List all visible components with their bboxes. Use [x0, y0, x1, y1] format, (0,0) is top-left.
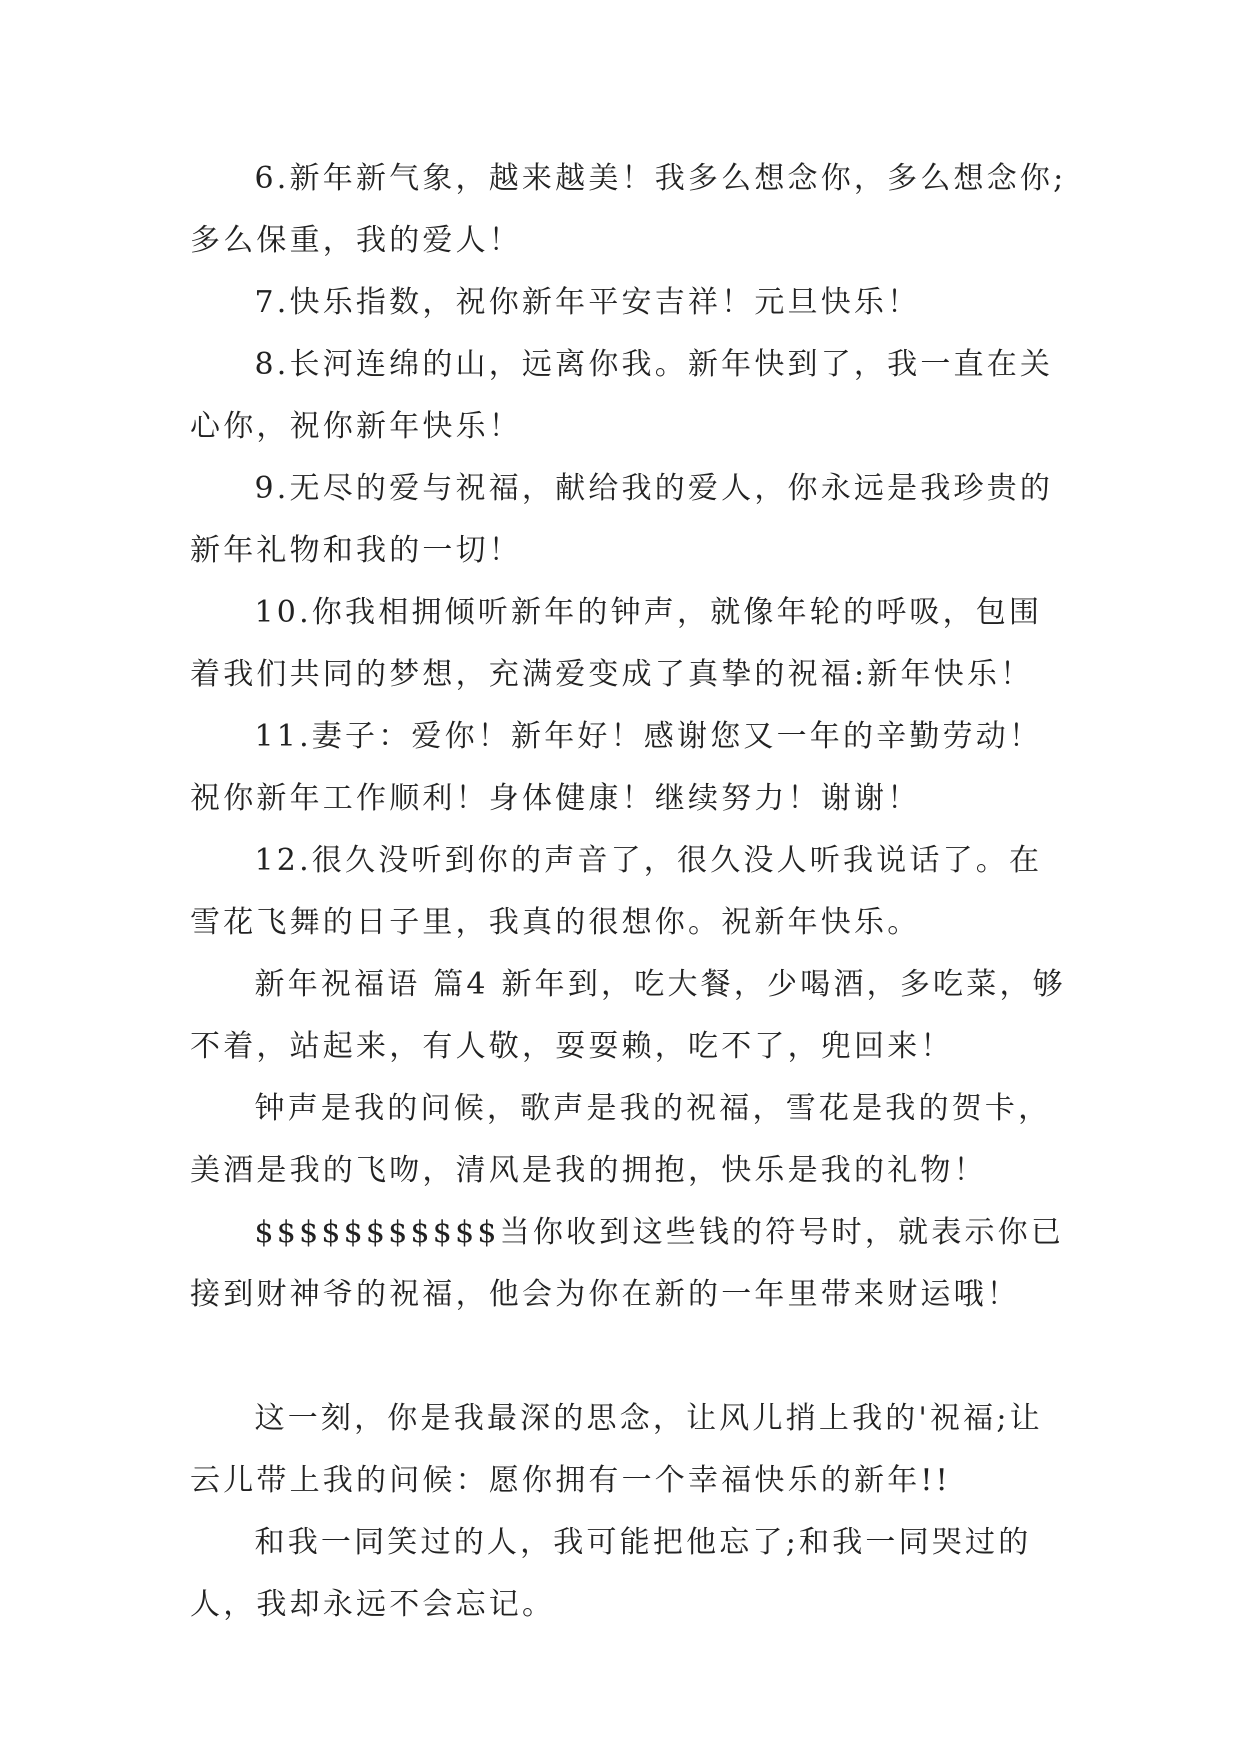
paragraph: 12.很久没听到你的声音了，很久没人听我说话了。在雪花飞舞的日子里，我真的很想你。祝新年快乐。: [190, 843, 1043, 940]
paragraph: 和我一同笑过的人，我可能把他忘了;和我一同哭过的人，我却永远不会忘记。: [190, 1525, 1032, 1622]
paragraph: 6.新年新气象，越来越美！我多么想念你，多么想念你;多么保重，我的爱人！: [190, 161, 1067, 258]
document-body: [190, 148, 1070, 1636]
paragraph-spacer: [190, 1326, 1070, 1388]
paragraph: 9.无尽的爱与祝福，献给我的爱人，你永远是我珍贵的新年礼物和我的一切！: [190, 471, 1054, 568]
paragraph: 10.你我相拥倾听新年的钟声，就像年轮的呼吸，包围着我们共同的梦想，充满爱变成了真挚的祝福:新年快乐！: [190, 595, 1043, 692]
paragraph: 8.长河连绵的山，远离你我。新年快到了，我一直在关心你，祝你新年快乐！: [190, 347, 1054, 444]
paragraph: 钟声是我的问候，歌声是我的祝福，雪花是我的贺卡，美酒是我的飞吻，清风是我的拥抱，快乐是我的礼物！: [190, 1091, 1052, 1188]
paragraph: 新年祝福语 篇4 新年到，吃大餐，少喝酒，多吃菜，够不着，站起来，有人敬，耍耍赖，吃不了，兜回来！: [190, 967, 1066, 1064]
paragraph: $$$$$$$$$$$当你收到这些钱的符号时，就表示你已接到财神爷的祝福，他会为你在新的一年里带来财运哦！: [190, 1215, 1065, 1312]
paragraph: 7.快乐指数，祝你新年平安吉祥！元旦快乐！: [254, 285, 921, 320]
paragraph: 这一刻，你是我最深的思念，让风儿捎上我的'祝福;让云儿带上我的问候：愿你拥有一个幸福快乐的新年!!: [190, 1401, 1043, 1498]
paragraph: 11.妻子：爱你！新年好！感谢您又一年的辛勤劳动！祝你新年工作顺利！身体健康！继续努力！谢谢！: [190, 719, 1043, 816]
